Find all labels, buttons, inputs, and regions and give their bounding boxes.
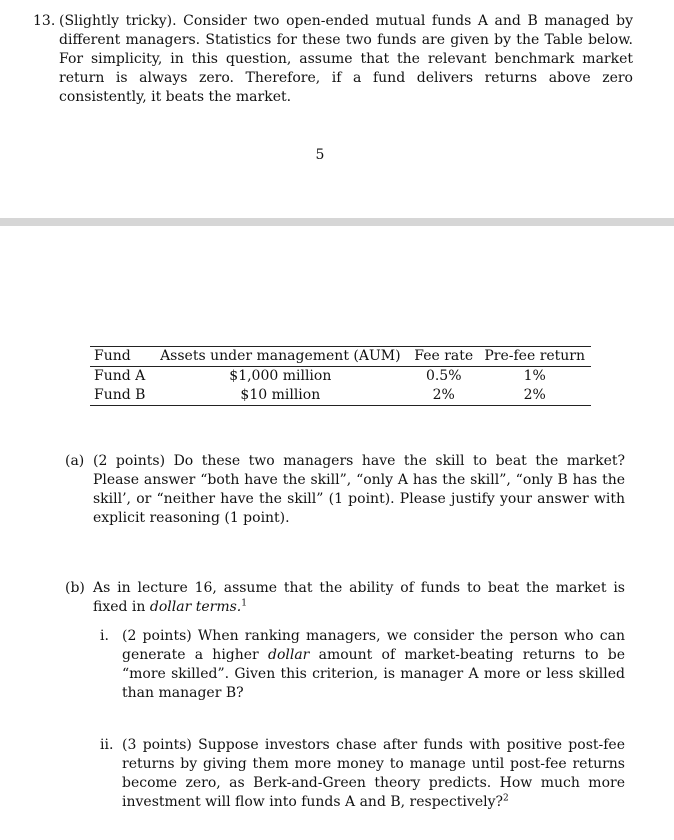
cell-aum: $10 million: [152, 386, 409, 406]
table-header-row: [90, 347, 591, 367]
question-13: [33, 12, 633, 107]
question-text: (Slightly tricky). Consider two open-ended mutual funds A and B managed by different managers. Statistics for these two funds are given by the Table below. For simplicity, in this question, assume that the relevant benchmark market return is always zero. Therefore, if a fund delivers returns above zero consistently, it beats the market.: [59, 13, 633, 105]
footnote-marker: 1: [241, 598, 247, 609]
page-number: 5: [315, 147, 325, 163]
part-b-i-text-italic: dollar: [267, 647, 310, 663]
part-b-i-text-before: (2 points) When ranking managers, we consider the person who can generate a higher: [122, 628, 625, 663]
part-b-label: (b): [65, 580, 85, 596]
footnote-marker: 2: [503, 793, 509, 804]
page-break-divider: [0, 218, 674, 226]
part-a-text: (2 points) Do these two managers have the skill to beat the market? Please answer “both have the skill”, “only A has the skill”, “only B has the skill’, or “neither have the skill” (1 point). Please justify your answer with explicit reasoning (1 point).: [93, 453, 625, 526]
part-a: [65, 452, 625, 528]
cell-pre-fee-return: 2%: [478, 386, 591, 406]
part-b-ii-label: ii.: [100, 737, 114, 753]
part-b-text-main: As in lecture 16, assume that the ability of funds to beat the market is fixed in: [93, 580, 625, 615]
part-b-ii: [100, 736, 625, 812]
cell-fee-rate: 2%: [409, 386, 478, 406]
cell-fund: Fund A: [94, 368, 146, 384]
part-a-label: (a): [65, 453, 85, 469]
question-number: 13.: [33, 13, 56, 29]
part-b: [65, 579, 625, 617]
fund-statistics-table: [90, 346, 591, 406]
table-row: [90, 386, 591, 406]
header-pre-fee-return: Pre-fee return: [478, 347, 591, 367]
cell-fee-rate: 0.5%: [425, 368, 462, 384]
table-row: [90, 367, 591, 387]
cell-fund: Fund B: [90, 386, 152, 406]
part-b-i: [100, 627, 625, 703]
cell-aum: $1,000 million: [229, 368, 332, 384]
header-aum: Assets under management (AUM): [152, 347, 409, 367]
part-b-ii-text-main: (3 points) Suppose investors chase after funds with positive post-fee returns by giving them more money to manage until post-fee returns become zero, as Berk-and-Green theory predicts. How much more investment will flow into funds A and B, respectively?: [122, 737, 625, 810]
header-fund: Fund: [90, 347, 152, 367]
part-b-i-label: i.: [100, 628, 109, 644]
part-b-text-italic: dollar terms.: [149, 599, 242, 615]
part-b-ii-text: [122, 736, 625, 812]
part-b-i-text: [122, 627, 625, 703]
part-b-text: [93, 579, 625, 617]
part-b-i-text-after: amount of market-beating returns to be “more skilled”. Given this criterion, is manager A more or less skilled than manager B?: [122, 647, 625, 701]
header-fee-rate: Fee rate: [409, 347, 478, 367]
cell-pre-fee-return: 1%: [523, 368, 546, 384]
